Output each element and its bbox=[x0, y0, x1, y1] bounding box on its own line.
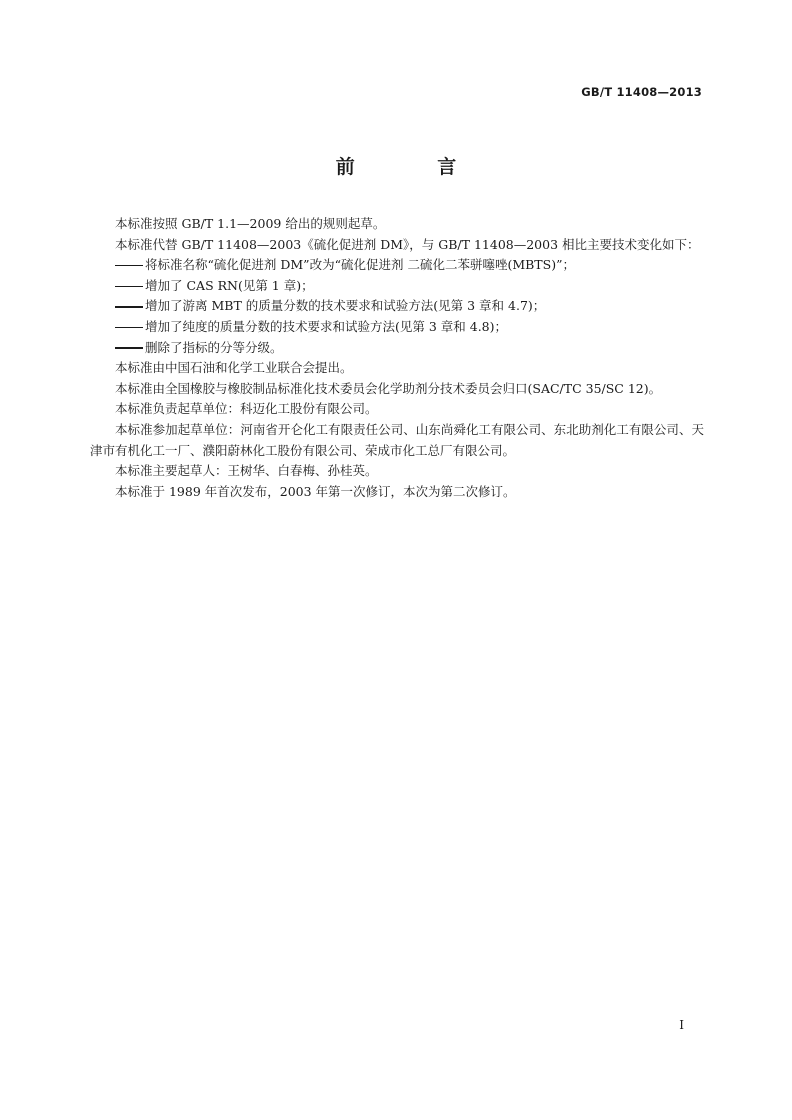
paragraph: 本标准代替 GB/T 11408—2003《硫化促进剂 DM》，与 GB/T 11408—2003 相比主要技术变化如下： bbox=[115, 236, 700, 252]
dash-mark bbox=[115, 265, 145, 266]
change-item-text: 删除了指标的分等分级。 bbox=[145, 339, 283, 355]
paragraph: 本标准于 1989 年首次发布，2003 年第一次修订，本次为第二次修订。 bbox=[115, 483, 516, 499]
change-item-text: 增加了纯度的质量分数的技术要求和试验方法(见第 3 章和 4.8)； bbox=[145, 318, 508, 334]
paragraph: 本标准由中国石油和化学工业联合会提出。 bbox=[115, 360, 353, 376]
paragraph: 本标准由全国橡胶与橡胶制品标准化技术委员会化学助剂分技术委员会归口(SAC/TC 35/SC 12)。 bbox=[115, 380, 662, 396]
change-item bbox=[90, 255, 704, 276]
dash-mark bbox=[115, 286, 145, 287]
dash-mark bbox=[115, 306, 145, 307]
page-number: I bbox=[679, 1018, 684, 1032]
change-item-text: 增加了 CAS RN(见第 1 章)； bbox=[145, 277, 314, 293]
preface-body bbox=[90, 214, 704, 502]
page-title: 前 言 bbox=[335, 156, 495, 178]
paragraph: 本标准按照 GB/T 1.1—2009 给出的规则起草。 bbox=[115, 216, 386, 231]
standard-code: GB/T 11408—2013 bbox=[581, 85, 702, 99]
change-item bbox=[90, 338, 704, 359]
change-item bbox=[90, 296, 704, 317]
change-item-text: 增加了游离 MBT 的质量分数的技术要求和试验方法(见第 3 章和 4.7)； bbox=[145, 298, 546, 314]
change-item-text: 将标准名称“硫化促进剂 DM”改为“硫化促进剂 二硫化二苯骈噻唑(MBTS)”； bbox=[145, 257, 575, 273]
dash-mark bbox=[115, 347, 145, 348]
paragraph: 本标准主要起草人：王树华、白春梅、孙桂英。 bbox=[115, 463, 378, 479]
paragraph: 本标准负责起草单位：科迈化工股份有限公司。 bbox=[115, 401, 378, 417]
change-item bbox=[90, 276, 704, 297]
paragraph: 本标准参加起草单位：河南省开仑化工有限责任公司、山东尚舜化工有限公司、东北助剂化工有限公司、天津市有机化工一厂、濮阳蔚林化工股份有限公司、荣成市化工总厂有限公司。 bbox=[90, 421, 704, 458]
dash-mark bbox=[115, 327, 145, 328]
change-item bbox=[90, 317, 704, 338]
